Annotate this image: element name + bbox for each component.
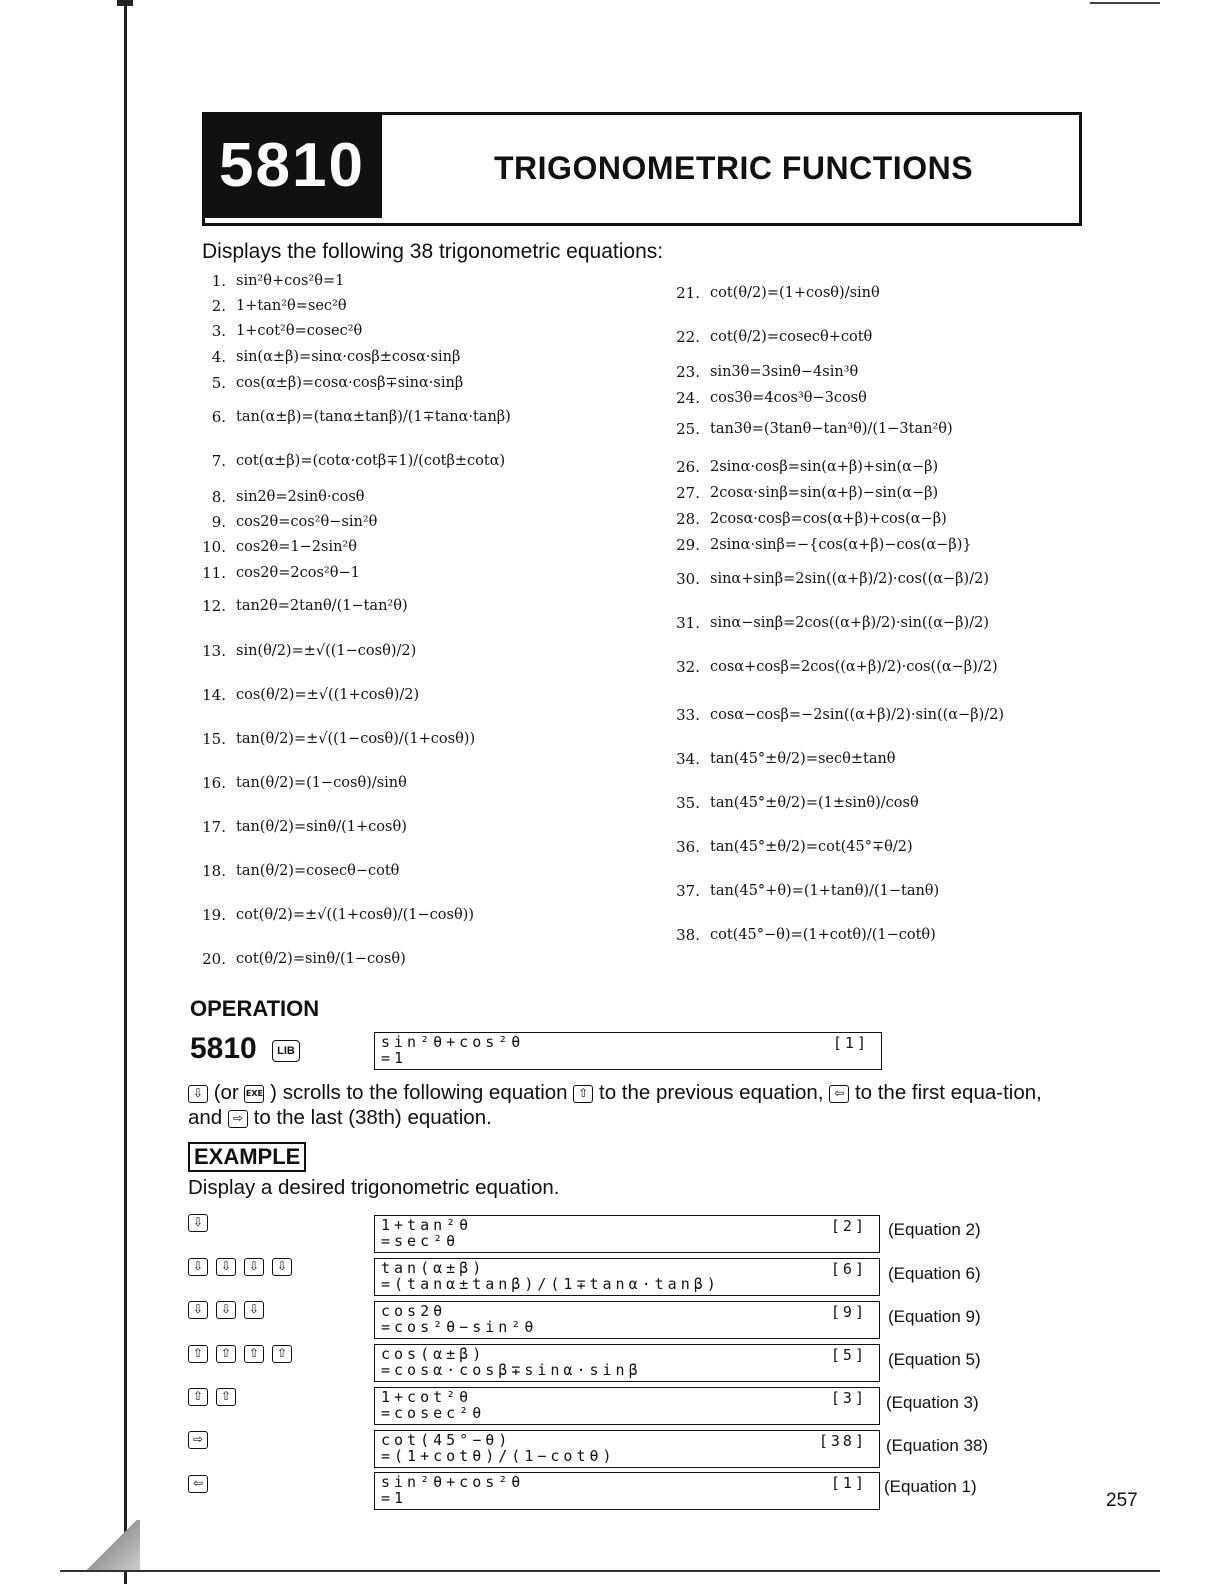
down-arrow-key-icon: ⇩ (188, 1085, 208, 1103)
display-line-1: sin²θ+cos²θ (381, 1033, 525, 1051)
example-note: (Equation 5) (888, 1350, 981, 1369)
equation-item: 25. tan3θ=(3tanθ−tan³θ)/(1−3tan²θ) (676, 420, 953, 438)
exe-key-icon: EXE (244, 1085, 264, 1103)
down-arrow-key-icon: ⇩ (188, 1258, 208, 1276)
key-sequence (188, 1431, 208, 1449)
equation-item: 6. tan(α±β)=(tanα±tanβ)/(1∓tanα·tanβ) (211, 408, 511, 426)
equation-item: 31. sinα−sinβ=2cos((α+β)/2)·sin((α−β)/2) (676, 614, 989, 632)
example-description: Display a desired trigonometric equation. (188, 1176, 560, 1199)
key-sequence (188, 1388, 236, 1406)
up-arrow-key-icon: ⇧ (272, 1345, 292, 1363)
equation-item: 37. tan(45°+θ)=(1+tanθ)/(1−tanθ) (676, 882, 940, 900)
equation-item: 13. sin(θ/2)=±√((1−cosθ)/2) (202, 642, 417, 660)
equation-item: 5. cos(α±β)=cosα·cosβ∓sinα·sinβ (211, 374, 464, 392)
key-sequence (188, 1301, 264, 1319)
example-note: (Equation 2) (888, 1220, 981, 1239)
key-sequence (188, 1475, 208, 1493)
up-arrow-key-icon: ⇧ (244, 1345, 264, 1363)
equation-item: 20. cot(θ/2)=sinθ/(1−cosθ) (202, 950, 406, 968)
calculator-display (374, 1032, 882, 1070)
up-arrow-key-icon: ⇧ (216, 1388, 236, 1406)
equation-item: 23. sin3θ=3sinθ−4sin³θ (676, 363, 859, 381)
equation-item: 12. tan2θ=2tanθ/(1−tan²θ) (202, 597, 408, 615)
page-corner-shadow (70, 1520, 140, 1570)
operation-heading: OPERATION (190, 996, 320, 1021)
equation-item: 33. cosα−cosβ=−2sin((α+β)/2)·sin((α−β)/2) (676, 706, 1005, 724)
equation-item: 34. tan(45°±θ/2)=secθ±tanθ (676, 750, 896, 768)
down-arrow-key-icon: ⇩ (244, 1301, 264, 1319)
example-display: tan(α±β) =(tanα±tanβ)/(1∓tanα·tanβ) [6] (374, 1258, 880, 1296)
left-arrow-key-icon: ⇦ (188, 1475, 208, 1493)
equation-item: 22. cot(θ/2)=cosecθ+cotθ (676, 328, 873, 346)
page-number: 257 (1106, 1490, 1138, 1511)
equation-item: 9. cos2θ=cos²θ−sin²θ (211, 513, 378, 531)
down-arrow-key-icon: ⇩ (188, 1214, 208, 1232)
down-arrow-key-icon: ⇩ (272, 1258, 292, 1276)
equation-item: 10. cos2θ=1−2sin²θ (202, 538, 357, 556)
display-index: [1] (832, 1034, 869, 1052)
equation-item: 7. cot(α±β)=(cotα·cotβ∓1)/(cotβ±cotα) (211, 452, 506, 470)
binding-line (124, 0, 127, 1584)
example-display: cot(45°−θ) =(1+cotθ)/(1−cotθ) [38] (374, 1430, 880, 1468)
top-rule (1090, 2, 1160, 4)
example-display: cos(α±β) =cosα·cosβ∓sinα·sinβ [5] (374, 1344, 880, 1382)
up-arrow-key-icon: ⇧ (573, 1085, 593, 1103)
equation-item: 29. 2sinα·sinβ=−{cos(α+β)−cos(α−β)} (676, 536, 972, 554)
example-display: sin²θ+cos²θ =1 [1] (374, 1472, 880, 1510)
equation-item: 35. tan(45°±θ/2)=(1±sinθ)/cosθ (676, 794, 919, 812)
example-note: (Equation 38) (886, 1436, 989, 1455)
up-arrow-key-icon: ⇧ (216, 1345, 236, 1363)
equation-item: 2. 1+tan²θ=sec²θ (211, 297, 347, 315)
equation-item: 24. cos3θ=4cos³θ−3cosθ (676, 389, 867, 407)
equation-item: 38. cot(45°−θ)=(1+cotθ)/(1−cotθ) (676, 926, 936, 944)
equation-item: 4. sin(α±β)=sinα·cosβ±cosα·sinβ (211, 348, 461, 366)
equation-item: 18. tan(θ/2)=cosecθ−cotθ (202, 862, 400, 880)
equation-item: 28. 2cosα·cosβ=cos(α+β)+cos(α−β) (676, 510, 947, 528)
up-arrow-key-icon: ⇧ (188, 1345, 208, 1363)
equation-item: 19. cot(θ/2)=±√((1+cosθ)/(1−cosθ)) (202, 906, 474, 924)
down-arrow-key-icon: ⇩ (188, 1301, 208, 1319)
right-arrow-key-icon: ⇨ (228, 1110, 248, 1128)
navigation-instructions: ⇩ (or EXE ) scrolls to the following equation ⇧ to the previous equation, ⇦ to the first equa-tion, and ⇨ to the last (38th) equation. (188, 1081, 1042, 1129)
equation-item: 26. 2sinα·cosβ=sin(α+β)+sin(α−β) (676, 458, 939, 476)
equation-item: 8. sin2θ=2sinθ·cosθ (211, 488, 365, 506)
example-note: (Equation 6) (888, 1264, 981, 1283)
example-heading: EXAMPLE (188, 1142, 306, 1172)
key-sequence (188, 1258, 292, 1276)
equation-item: 21. cot(θ/2)=(1+cosθ)/sinθ (676, 284, 880, 302)
equation-item: 17. tan(θ/2)=sinθ/(1+cosθ) (202, 818, 407, 836)
example-note: (Equation 3) (886, 1393, 979, 1412)
equation-item: 27. 2cosα·sinβ=sin(α+β)−sin(α−β) (676, 484, 939, 502)
lib-key-icon: LIB (272, 1040, 300, 1062)
equation-item: 11. cos2θ=2cos²θ−1 (202, 564, 360, 582)
program-number: 5810 (202, 112, 382, 218)
example-display: 1+tan²θ =sec²θ [2] (374, 1215, 880, 1253)
equation-item: 30. sinα+sinβ=2sin((α+β)/2)·cos((α−β)/2) (676, 570, 989, 588)
bottom-rule (60, 1570, 1160, 1572)
operation-code: 5810 (190, 1032, 257, 1065)
down-arrow-key-icon: ⇩ (244, 1258, 264, 1276)
equation-item: 3. 1+cot²θ=cosec²θ (211, 322, 363, 340)
display-line-2: =1 (381, 1049, 408, 1067)
down-arrow-key-icon: ⇩ (216, 1258, 236, 1276)
example-note: (Equation 9) (888, 1307, 981, 1326)
equation-item: 36. tan(45°±θ/2)=cot(45°∓θ/2) (676, 838, 913, 856)
right-arrow-key-icon: ⇨ (188, 1431, 208, 1449)
down-arrow-key-icon: ⇩ (216, 1301, 236, 1319)
example-note: (Equation 1) (884, 1477, 977, 1496)
equation-item: 1. sin²θ+cos²θ=1 (211, 272, 345, 290)
up-arrow-key-icon: ⇧ (188, 1388, 208, 1406)
equation-item: 15. tan(θ/2)=±√((1−cosθ)/(1+cosθ)) (202, 730, 476, 748)
equation-item: 16. tan(θ/2)=(1−cosθ)/sinθ (202, 774, 407, 792)
key-sequence (188, 1214, 208, 1232)
example-display: cos2θ =cos²θ−sin²θ [9] (374, 1301, 880, 1339)
equation-item: 32. cosα+cosβ=2cos((α+β)/2)·cos((α−β)/2) (676, 658, 998, 676)
intro-text: Displays the following 38 trigonometric equations: (202, 240, 664, 263)
page-title: TRIGONOMETRIC FUNCTIONS (494, 150, 974, 186)
left-arrow-key-icon: ⇦ (829, 1085, 849, 1103)
equation-item: 14. cos(θ/2)=±√((1+cosθ)/2) (202, 686, 420, 704)
example-display: 1+cot²θ =cosec²θ [3] (374, 1387, 880, 1425)
key-sequence (188, 1345, 292, 1363)
